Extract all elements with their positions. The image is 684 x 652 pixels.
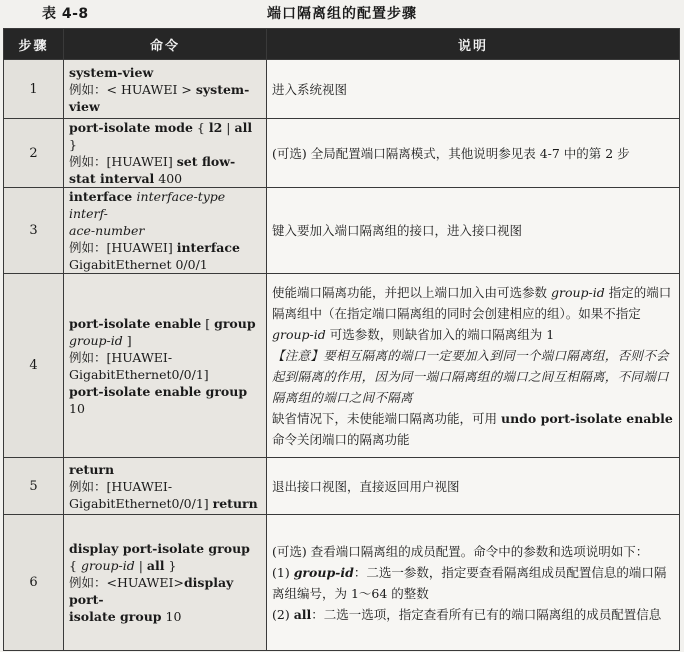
- example-text: [69, 574, 261, 608]
- command-text: [69, 315, 261, 332]
- example-prefix: 例如：[HUAWEI]: [69, 240, 177, 255]
- desc-text: ：二选一参数，指定要查看隔离组成员配置信息的端口隔离组编号，为 1～64 的整数: [272, 564, 667, 601]
- step-number: 1: [4, 60, 64, 119]
- desc-text: (可选) 查看端口隔离组的成员配置。命令中的参数和选项说明如下：: [272, 543, 649, 559]
- table-caption: [0, 0, 684, 26]
- description-cell: 退出接口视图，直接返回用户视图: [267, 458, 680, 515]
- desc-param: group-id: [272, 326, 326, 342]
- config-steps-table: [3, 28, 680, 651]
- syntax-brace: }: [69, 137, 77, 152]
- option-all: all: [146, 558, 165, 573]
- header-description: 说明: [267, 29, 680, 60]
- syntax-bracket: [: [201, 315, 215, 331]
- desc-note: 【注意】要相互隔离的端口一定要加入到同一个端口隔离组，否则不会起到隔离的作用，因为同一端口隔离组的端口之间互相隔离，不同端口隔离组的端口之间不隔离: [272, 347, 669, 405]
- example-value: 400: [154, 171, 183, 186]
- example-prefix: GigabitEthernet0/0/1]: [69, 495, 213, 511]
- command-keyword: interface: [69, 189, 137, 204]
- syntax-brace: {: [192, 120, 209, 135]
- command-text: display port-isolate group: [69, 541, 250, 556]
- table-title: 端口隔离组的配置步骤: [267, 6, 417, 22]
- command-param: group-id: [69, 332, 123, 348]
- desc-command: undo port-isolate enable: [500, 410, 673, 426]
- example-command: system-: [195, 81, 250, 97]
- description-cell: [267, 274, 680, 458]
- syntax-brace: }: [164, 558, 177, 573]
- command-cell: [64, 458, 267, 515]
- syntax-bracket: ]: [122, 332, 132, 348]
- step-number: 2: [4, 119, 64, 188]
- example-value: 10: [69, 400, 85, 416]
- command-cell: [64, 274, 267, 458]
- description-cell: [267, 515, 680, 651]
- command-cell: [64, 188, 267, 274]
- desc-text: (1): [272, 564, 294, 580]
- table-header-row: [4, 29, 680, 60]
- desc-param: group-id: [293, 564, 354, 580]
- desc-text: 使能端口隔离功能，并把以上端口加入由可选参数: [272, 284, 551, 300]
- example-text-cont: [69, 170, 261, 187]
- example-command: set flow-: [176, 154, 236, 169]
- command-param-cont: ace-number: [69, 223, 145, 238]
- example-command: stat interval: [69, 171, 155, 186]
- desc-option-2: [272, 604, 674, 625]
- command-keyword: group: [214, 315, 256, 331]
- command-options: [69, 557, 261, 574]
- example-value: GigabitEthernet 0/0/1: [69, 257, 208, 272]
- example-prefix: 例如：<HUAWEI>: [69, 575, 184, 590]
- example-command-line: [69, 383, 261, 417]
- command-text: [69, 119, 261, 153]
- command-param: interface-type interf-: [69, 189, 226, 221]
- example-command: return: [212, 495, 258, 511]
- table-row: [4, 515, 680, 651]
- example-text-cont: [69, 495, 261, 512]
- command-param: group-id: [80, 558, 135, 573]
- description-cell: 键入要加入端口隔离组的接口，进入接口视图: [267, 188, 680, 274]
- example-text-cont: [69, 608, 261, 625]
- desc-default: [272, 408, 674, 450]
- desc-text: (2): [272, 606, 294, 622]
- table-row: [4, 119, 680, 188]
- desc-param: group-id: [550, 284, 605, 300]
- example-prefix: 例如：[HUAWEI]: [69, 154, 177, 169]
- option-l2: l2: [208, 120, 223, 135]
- table-row: [4, 274, 680, 458]
- description-cell: 进入系统视图: [267, 60, 680, 119]
- command-cell: [64, 60, 267, 119]
- desc-text: 指定的端口隔离组中（在指定端口隔离组的同时会创建相应的组）。如果不指定: [272, 284, 672, 321]
- example-prefix: 例如：< HUAWEI >: [69, 81, 196, 97]
- step-number: 3: [4, 188, 64, 274]
- desc-option-1: [272, 562, 674, 604]
- header-command: 命令: [64, 29, 267, 60]
- step-number: 4: [4, 274, 64, 458]
- command-cell: [64, 515, 267, 651]
- command-param-line: [69, 332, 261, 349]
- example-text: [69, 153, 261, 170]
- example-value: 10: [161, 609, 182, 624]
- example-command: display port-: [69, 575, 234, 607]
- syntax-pipe: |: [222, 120, 235, 135]
- command-cell: [64, 119, 267, 188]
- example-text: 例如：[HUAWEI-: [69, 478, 173, 494]
- desc-text: 缺省情况下，未使能端口隔离功能，可用: [272, 410, 501, 426]
- example-command: isolate group: [69, 609, 162, 624]
- desc-text: ：二选一选项，指定查看所有已有的端口隔离组的成员配置信息: [311, 606, 662, 622]
- command-keyword: port-isolate enable: [69, 315, 202, 331]
- step-number: 5: [4, 458, 64, 515]
- desc-text: 命令关闭端口的隔离功能: [272, 431, 410, 447]
- description-cell: (可选) 全局配置端口隔离模式，其他说明参见表 4-7 中的第 2 步: [267, 119, 680, 188]
- example-text: [69, 239, 261, 256]
- table-row: [4, 458, 680, 515]
- example-text: 例如：[HUAWEI-: [69, 349, 173, 365]
- step-number: 6: [4, 515, 64, 651]
- header-step: 步骤: [4, 29, 64, 60]
- example-command: port-isolate enable group: [69, 383, 248, 399]
- syntax-pipe: |: [134, 558, 147, 573]
- command-text: system-view: [69, 64, 154, 80]
- table-row: [4, 60, 680, 119]
- example-text: [69, 81, 261, 98]
- example-command: interface: [176, 240, 240, 255]
- example-text-cont: GigabitEthernet0/0/1]: [69, 366, 209, 382]
- desc-text: 可选参数，则缺省加入的端口隔离组为 1: [325, 326, 555, 342]
- command-text: return: [69, 461, 115, 477]
- command-keyword: port-isolate mode: [69, 120, 193, 135]
- option-all: all: [234, 120, 253, 135]
- command-text: [69, 188, 261, 222]
- desc-command: all: [293, 606, 312, 622]
- table-number: 表 4-8: [42, 6, 89, 22]
- example-command-cont: view: [69, 98, 100, 114]
- table-row: [4, 188, 680, 274]
- syntax-brace: {: [69, 558, 81, 573]
